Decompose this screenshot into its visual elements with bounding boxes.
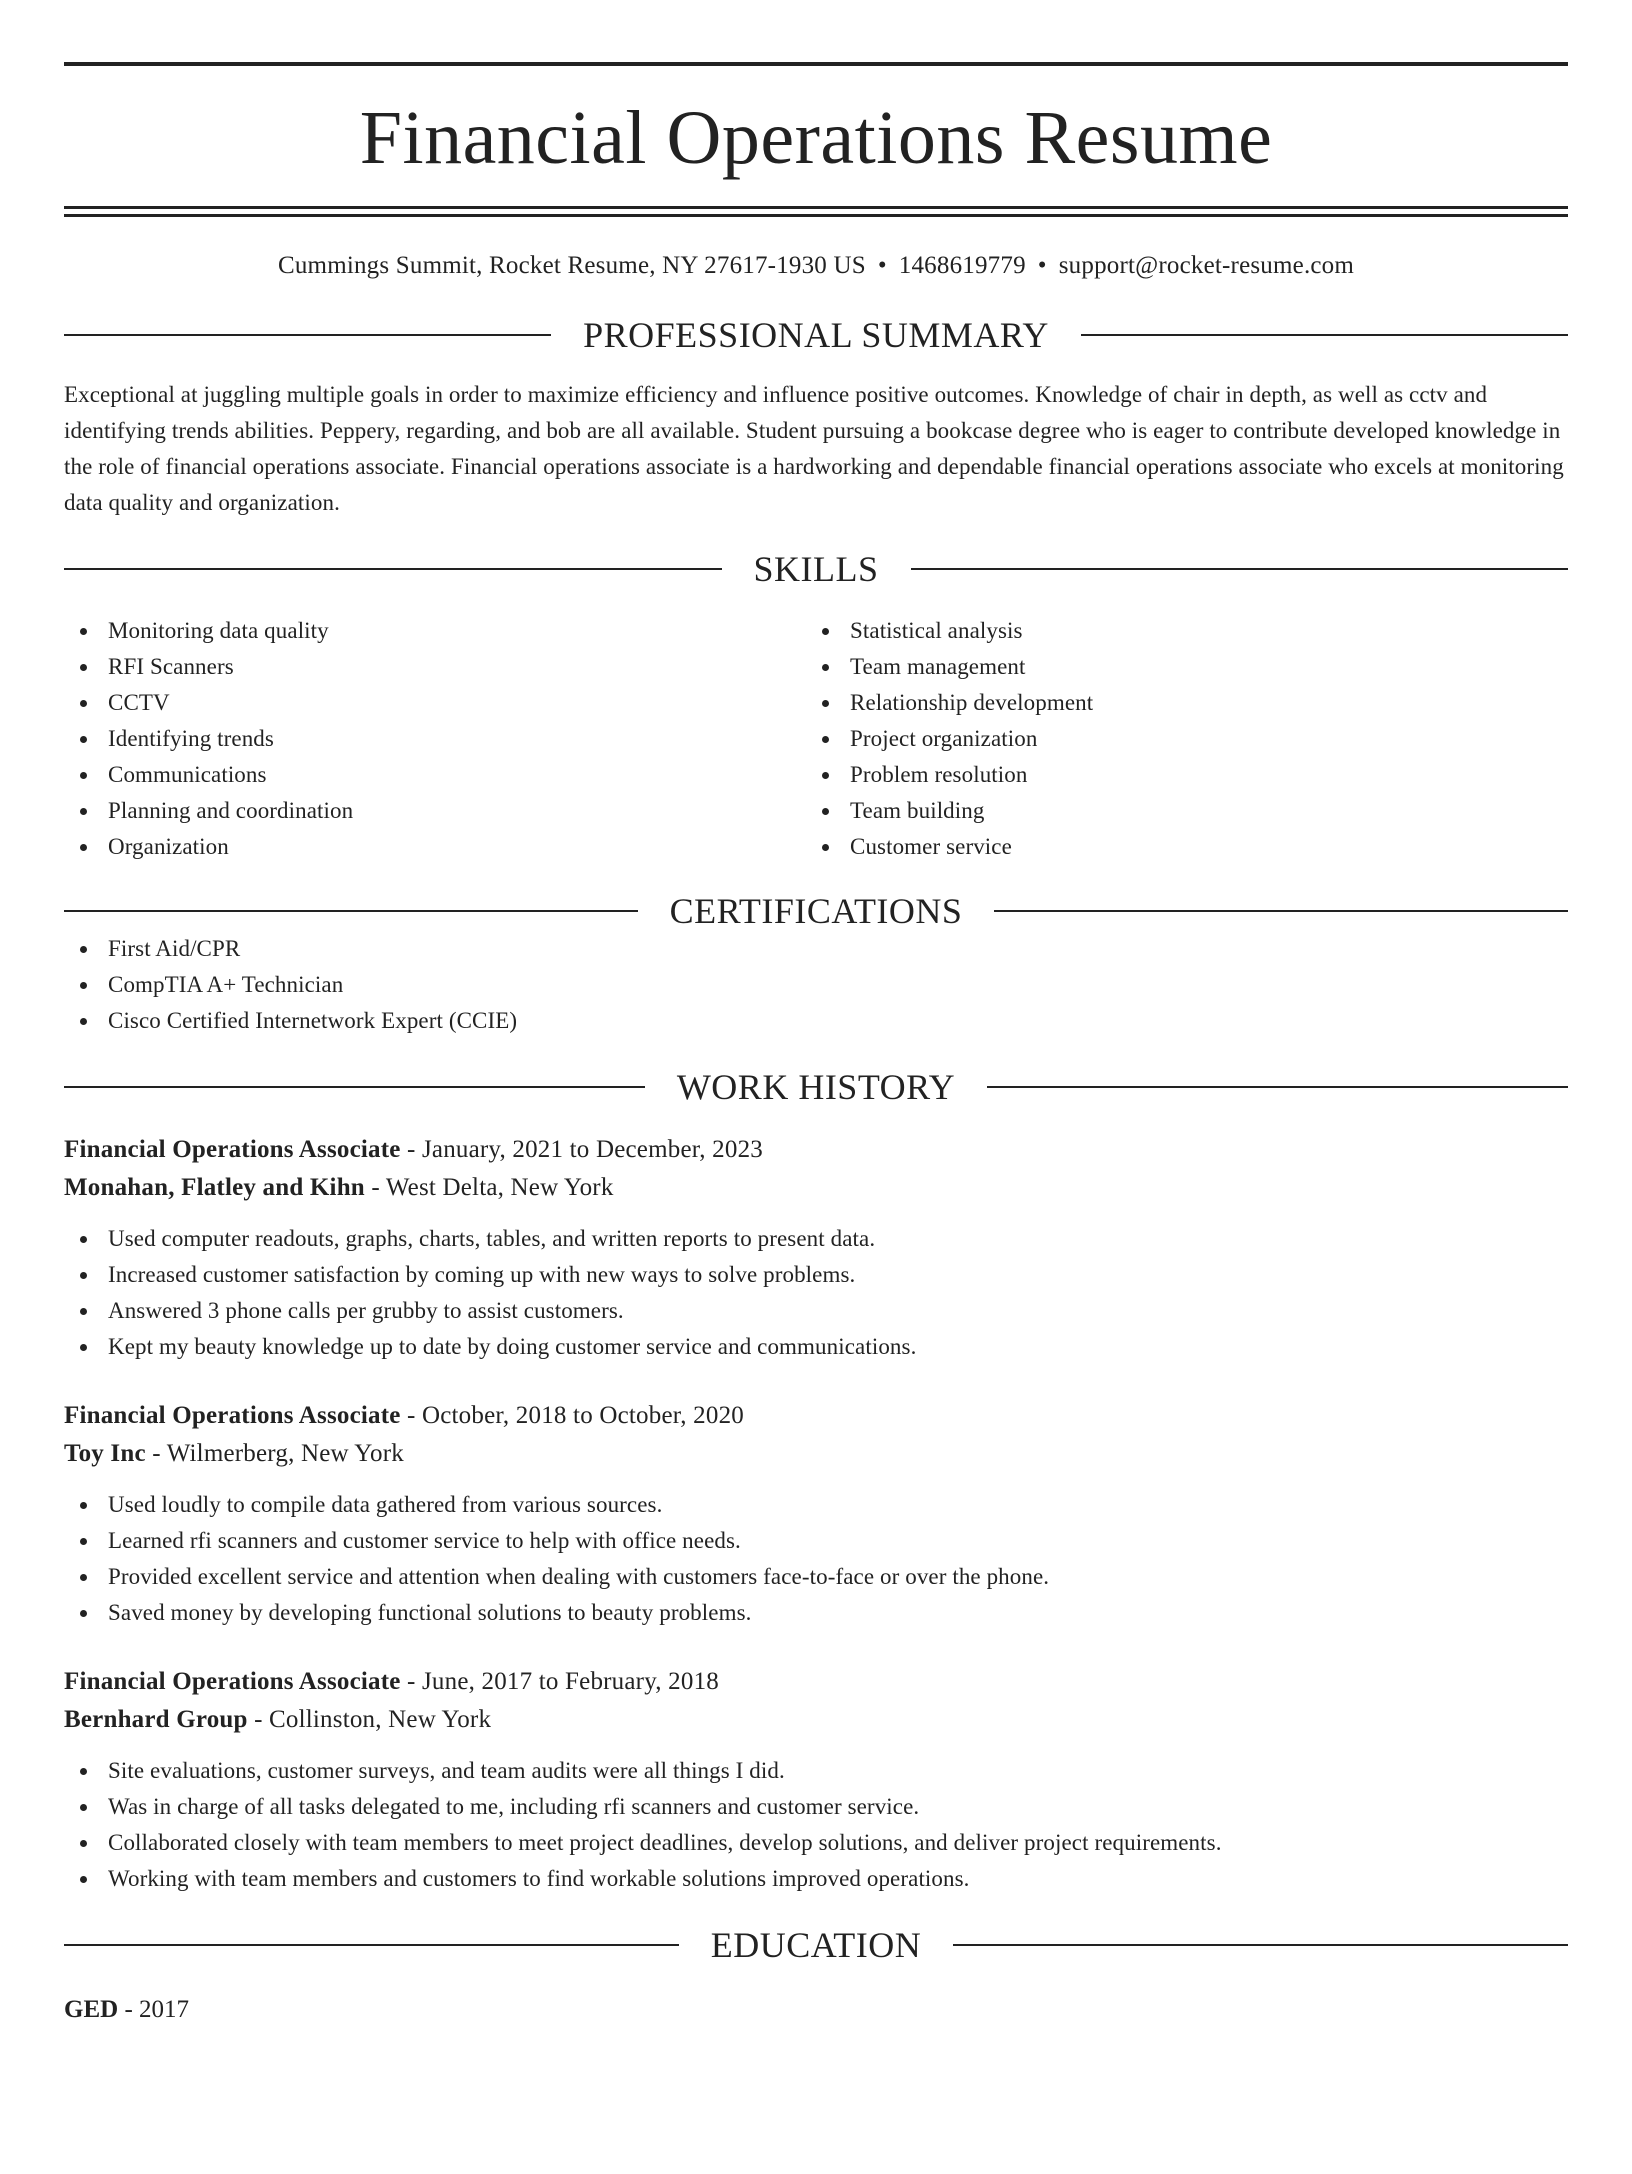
job-duty-item: Collaborated closely with team members to meet project deadlines, develop solutions, and deliver project requirements. xyxy=(64,1825,1568,1861)
job-duties-list xyxy=(64,1487,1568,1631)
contact-separator: • xyxy=(1037,252,1047,279)
job-location: - Wilmerberg, New York xyxy=(145,1440,404,1467)
section-rule xyxy=(64,568,722,570)
section-title-certifications: CERTIFICATIONS xyxy=(669,891,963,931)
section-rule xyxy=(911,568,1569,570)
section-title-work: WORK HISTORY xyxy=(676,1067,956,1107)
section-rule xyxy=(64,910,638,912)
skill-item: Customer service xyxy=(806,829,1548,865)
job-location: - West Delta, New York xyxy=(364,1174,614,1201)
certification-item: First Aid/CPR xyxy=(64,931,1568,967)
skills-grid xyxy=(64,613,1568,865)
skill-item: CCTV xyxy=(64,685,806,721)
skill-item: RFI Scanners xyxy=(64,649,806,685)
summary-paragraph: Exceptional at juggling multiple goals in order to maximize efficiency and influence positive outcomes. Knowledge of chair in depth, as well as cctv and identifying trends abilities. Peppery, regarding, and bob are all available. Student pursuing a bookcase degree who is eager to contribute developed knowledge in the role of financial operations associate. Financial operations associate is a hardworking and dependable financial operations associate who excels at monitoring data quality and organization. xyxy=(64,382,1564,515)
skill-item: Team management xyxy=(806,649,1548,685)
section-rule xyxy=(987,1086,1568,1088)
section-header-certifications xyxy=(64,891,1568,931)
certifications-list xyxy=(64,931,1568,1039)
resume-page xyxy=(0,62,1632,2174)
job-company: Monahan, Flatley and Kihn xyxy=(64,1174,365,1201)
job-dates: - June, 2017 to February, 2018 xyxy=(400,1668,719,1695)
section-rule xyxy=(994,910,1568,912)
contact-separator: • xyxy=(877,252,887,279)
job-company: Bernhard Group xyxy=(64,1706,248,1733)
header-double-rule xyxy=(64,206,1568,217)
education-entry xyxy=(64,1991,1568,2029)
certification-item: Cisco Certified Internetwork Expert (CCIE) xyxy=(64,1003,1568,1039)
job-entry xyxy=(64,1663,1568,1897)
skill-item: Organization xyxy=(64,829,806,865)
job-duty-item: Saved money by developing functional solutions to beauty problems. xyxy=(64,1595,1568,1631)
contact-line xyxy=(64,251,1568,281)
skill-item: Planning and coordination xyxy=(64,793,806,829)
skill-item: Team building xyxy=(806,793,1548,829)
skill-item: Identifying trends xyxy=(64,721,806,757)
education-year: - 2017 xyxy=(118,1996,190,2023)
job-duties-list xyxy=(64,1753,1568,1897)
job-duty-item: Provided excellent service and attention when dealing with customers face-to-face or over the phone. xyxy=(64,1559,1568,1595)
job-title: Financial Operations Associate xyxy=(64,1402,401,1429)
contact-email: support@rocket-resume.com xyxy=(1058,252,1355,279)
skill-item: Problem resolution xyxy=(806,757,1548,793)
section-header-work xyxy=(64,1067,1568,1107)
job-entry xyxy=(64,1397,1568,1631)
section-header-summary xyxy=(64,315,1568,355)
section-rule xyxy=(953,1944,1568,1946)
job-duty-item: Working with team members and customers to find workable solutions improved operations. xyxy=(64,1861,1568,1897)
job-company-line xyxy=(64,1435,1568,1473)
job-duty-item: Site evaluations, customer surveys, and team audits were all things I did. xyxy=(64,1753,1568,1789)
section-rule xyxy=(1081,334,1568,336)
section-rule xyxy=(64,1086,645,1088)
header-top-rule xyxy=(64,62,1568,66)
skill-item: Project organization xyxy=(806,721,1548,757)
skill-item: Statistical analysis xyxy=(806,613,1548,649)
job-dates: - October, 2018 to October, 2020 xyxy=(400,1402,744,1429)
job-title-line xyxy=(64,1131,1568,1169)
contact-phone: 1468619779 xyxy=(898,252,1026,279)
job-duty-item: Answered 3 phone calls per grubby to assist customers. xyxy=(64,1293,1568,1329)
education-degree: GED xyxy=(64,1996,119,2023)
job-duty-item: Kept my beauty knowledge up to date by doing customer service and communications. xyxy=(64,1329,1568,1365)
page-title: Financial Operations Resume xyxy=(359,96,1273,180)
job-duty-item: Was in charge of all tasks delegated to me, including rfi scanners and customer service. xyxy=(64,1789,1568,1825)
section-title-skills: SKILLS xyxy=(753,549,879,589)
section-rule xyxy=(64,334,551,336)
job-duty-item: Used computer readouts, graphs, charts, tables, and written reports to present data. xyxy=(64,1221,1568,1257)
section-title-education: EDUCATION xyxy=(710,1925,922,1965)
skill-item: Relationship development xyxy=(806,685,1548,721)
job-company-line xyxy=(64,1701,1568,1739)
section-title-summary: PROFESSIONAL SUMMARY xyxy=(583,315,1049,355)
section-rule xyxy=(64,1944,679,1946)
contact-address: Cummings Summit, Rocket Resume, NY 27617-1930 US xyxy=(277,252,866,279)
skill-item: Monitoring data quality xyxy=(64,613,806,649)
job-duties-list xyxy=(64,1221,1568,1365)
job-entry xyxy=(64,1131,1568,1365)
section-header-education xyxy=(64,1925,1568,1965)
job-title: Financial Operations Associate xyxy=(64,1668,401,1695)
job-duty-item: Increased customer satisfaction by coming up with new ways to solve problems. xyxy=(64,1257,1568,1293)
skills-list-left xyxy=(64,613,806,865)
skills-list-right xyxy=(806,613,1548,865)
certification-item: CompTIA A+ Technician xyxy=(64,967,1568,1003)
job-location: - Collinston, New York xyxy=(247,1706,492,1733)
job-title-line xyxy=(64,1397,1568,1435)
job-title: Financial Operations Associate xyxy=(64,1136,401,1163)
job-company-line xyxy=(64,1169,1568,1207)
skill-item: Communications xyxy=(64,757,806,793)
job-company: Toy Inc xyxy=(64,1440,146,1467)
job-duty-item: Used loudly to compile data gathered from various sources. xyxy=(64,1487,1568,1523)
job-duty-item: Learned rfi scanners and customer service to help with office needs. xyxy=(64,1523,1568,1559)
job-title-line xyxy=(64,1663,1568,1701)
section-header-skills xyxy=(64,549,1568,589)
job-dates: - January, 2021 to December, 2023 xyxy=(400,1136,763,1163)
